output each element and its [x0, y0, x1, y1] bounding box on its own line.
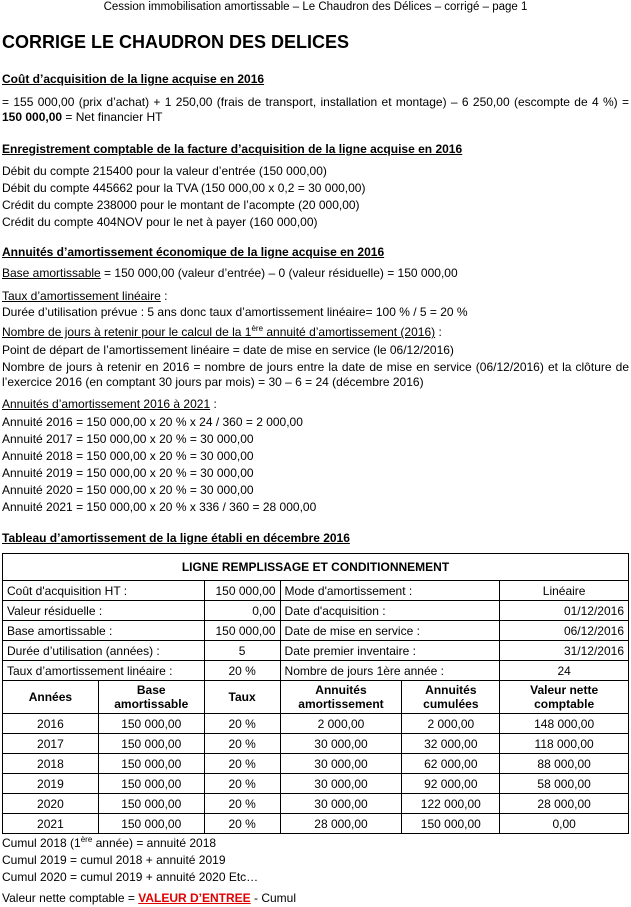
note-vnc [2, 891, 629, 906]
info-row [3, 581, 629, 601]
cell-annee: 2017 [3, 734, 99, 754]
table-row [3, 714, 629, 734]
note-cumul-2019: Cumul 2019 = cumul 2018 + annuité 2019 [2, 853, 226, 867]
section-heading-tableau: Tableau d’amortissement de la ligne établi en décembre 2016 [2, 531, 350, 545]
cell-annuite: 30 000,00 [280, 774, 402, 794]
cell-cumul: 92 000,00 [402, 774, 500, 794]
info-row [3, 621, 629, 641]
cell-vnc: 148 000,00 [500, 714, 629, 734]
ecriture-line: Débit du compte 445662 pour la TVA (150 000,00 x 0,2 = 30 000,00) [2, 181, 366, 195]
info-label: Mode d'amortissement : [280, 581, 500, 601]
cell-taux: 20 % [204, 734, 280, 754]
cell-taux: 20 % [204, 794, 280, 814]
cell-annuite: 30 000,00 [280, 734, 402, 754]
ecriture-line: Débit du compte 215400 pour la valeur d’entrée (150 000,00) [2, 164, 327, 178]
cell-annuite: 30 000,00 [280, 794, 402, 814]
cell-taux: 20 % [204, 714, 280, 734]
note-vnc-b: - Cumul [250, 891, 296, 905]
info-value: 24 [500, 661, 629, 681]
info-label: Date premier inventaire : [280, 641, 500, 661]
cout-text-b: = Net financier HT [62, 110, 163, 124]
table-row [3, 754, 629, 774]
column-header-row [3, 681, 629, 714]
cell-cumul: 32 000,00 [402, 734, 500, 754]
column-header: Base amortissable [98, 681, 204, 714]
note-cumul-2018-a: Cumul 2018 (1 [2, 836, 81, 850]
page-title: CORRIGE LE CHAUDRON DES DELICES [2, 32, 350, 52]
info-row [3, 661, 629, 681]
annuites-label: Annuités d’amortissement 2016 à 2021 [2, 397, 211, 411]
base-text: = 150 000,00 (valeur d’entrée) – 0 (valeur résiduelle) = 150 000,00 [100, 266, 458, 280]
taux-label: Taux d’amortissement linéaire [2, 289, 161, 303]
info-value: 20 % [204, 661, 280, 681]
info-value: 5 [204, 641, 280, 661]
info-value: 01/12/2016 [500, 601, 629, 621]
cell-cumul: 122 000,00 [402, 794, 500, 814]
info-label: Coût d'acquisition HT : [3, 581, 205, 601]
cell-cumul: 2 000,00 [402, 714, 500, 734]
cell-annuite: 28 000,00 [280, 814, 402, 834]
cell-vnc: 0,00 [500, 814, 629, 834]
jours-label-a: Nombre de jours à retenir pour le calcul de la 1 [2, 325, 252, 339]
info-value: 31/12/2016 [500, 641, 629, 661]
cell-base: 150 000,00 [98, 734, 204, 754]
cell-vnc: 28 000,00 [500, 794, 629, 814]
note-cumul-2018-sup: ère [80, 835, 93, 844]
info-value: 150 000,00 [204, 621, 280, 641]
annuite-line: Annuité 2020 = 150 000,00 x 20 % = 30 000,00 [2, 483, 254, 497]
info-label: Nombre de jours 1ère année : [280, 661, 500, 681]
cell-taux: 20 % [204, 774, 280, 794]
point-depart-line: Point de départ de l’amortissement linéaire = date de mise en service (le 06/12/2016) [2, 343, 454, 357]
note-vnc-emphasis: VALEUR D’ENTREE [138, 891, 251, 905]
info-value: Linéaire [500, 581, 629, 601]
cout-net-value: 150 000,00 [2, 110, 63, 124]
table-row [3, 814, 629, 834]
cell-vnc: 118 000,00 [500, 734, 629, 754]
annuite-line: Annuité 2019 = 150 000,00 x 20 % = 30 000,00 [2, 466, 254, 480]
nb-jours-paragraph: Nombre de jours à retenir en 2016 = nombre de jours entre la date de mise en service (06/12/2016) et la clôture de l’exercice 2016 (en comptant 30 jours par mois) = 30 – 6 = 24 (décembre 2016) [2, 360, 629, 389]
jours-label [2, 325, 435, 339]
note-cumul-2018 [2, 836, 629, 851]
section-heading-annuites: Annuités d’amortissement économique de la ligne acquise en 2016 [2, 245, 385, 259]
cell-taux: 20 % [204, 754, 280, 774]
cell-annee: 2021 [3, 814, 99, 834]
section-heading-enregistrement: Enregistrement comptable de la facture d’acquisition de la ligne acquise en 2016 [2, 142, 463, 156]
cout-text-a: = 155 000,00 (prix d’achat) + 1 250,00 (frais de transport, installation et montage) – 6 250,00 (escompte de 4 %) = [2, 95, 629, 109]
base-amortissable-line [2, 266, 629, 281]
cell-vnc: 88 000,00 [500, 754, 629, 774]
column-header: Annuités cumulées [402, 681, 500, 714]
table-row [3, 774, 629, 794]
info-label: Valeur résiduelle : [3, 601, 205, 621]
taux-colon: : [160, 289, 168, 303]
annuite-line: Annuité 2017 = 150 000,00 x 20 % = 30 000,00 [2, 432, 254, 446]
annuite-line: Annuité 2021 = 150 000,00 x 20 % x 336 / 360 = 28 000,00 [2, 500, 317, 514]
cell-cumul: 150 000,00 [402, 814, 500, 834]
info-value: 0,00 [204, 601, 280, 621]
amortization-table [2, 553, 629, 834]
table-title: LIGNE REMPLISSAGE ET CONDITIONNEMENT [3, 554, 629, 581]
cell-annee: 2018 [3, 754, 99, 774]
ecriture-line: Crédit du compte 404NOV pour le net à payer (160 000,00) [2, 215, 318, 229]
cout-paragraph [2, 95, 629, 125]
base-label: Base amortissable [2, 266, 101, 280]
cell-base: 150 000,00 [98, 714, 204, 734]
duree-line: Durée d’utilisation prévue : 5 ans donc taux d’amortissement linéaire= 100 % / 5 = 20 % [2, 305, 468, 319]
cell-base: 150 000,00 [98, 754, 204, 774]
cell-taux: 20 % [204, 814, 280, 834]
cell-annuite: 2 000,00 [280, 714, 402, 734]
annuites-colon: : [210, 397, 217, 411]
annuites-label-line [2, 397, 629, 412]
column-header: Valeur nette comptable [500, 681, 629, 714]
info-label: Durée d’utilisation (années) : [3, 641, 205, 661]
jours-colon: : [435, 325, 442, 339]
table-row [3, 734, 629, 754]
cell-base: 150 000,00 [98, 794, 204, 814]
info-label: Taux d’amortissement linéaire : [3, 661, 205, 681]
cell-vnc: 58 000,00 [500, 774, 629, 794]
info-label: Date d'acquisition : [280, 601, 500, 621]
note-cumul-2020: Cumul 2020 = cumul 2019 + annuité 2020 Etc… [2, 870, 259, 884]
ecriture-line: Crédit du compte 238000 pour le montant de l’acompte (20 000,00) [2, 198, 360, 212]
jours-label-line [2, 325, 629, 340]
section-heading-cout: Coût d’acquisition de la ligne acquise en 2016 [2, 72, 265, 86]
table-row [3, 794, 629, 814]
cell-annuite: 30 000,00 [280, 754, 402, 774]
running-header: Cession immobilisation amortissable – Le Chaudron des Délices – corrigé – page 1 [103, 1, 528, 13]
cell-base: 150 000,00 [98, 774, 204, 794]
jours-label-sup: ère [251, 324, 264, 333]
cell-annee: 2016 [3, 714, 99, 734]
column-header: Annuités amortissement [280, 681, 402, 714]
jours-label-b: annuité d’amortissement (2016) [263, 325, 436, 339]
cell-annee: 2019 [3, 774, 99, 794]
annuite-line: Annuité 2018 = 150 000,00 x 20 % = 30 000,00 [2, 449, 254, 463]
cell-annee: 2020 [3, 794, 99, 814]
info-value: 06/12/2016 [500, 621, 629, 641]
cell-cumul: 62 000,00 [402, 754, 500, 774]
info-row [3, 641, 629, 661]
cell-base: 150 000,00 [98, 814, 204, 834]
info-label: Base amortissable : [3, 621, 205, 641]
info-label: Date de mise en service : [280, 621, 500, 641]
note-cumul-2018-b: année) = annuité 2018 [92, 836, 217, 850]
note-vnc-a: Valeur nette comptable = [2, 891, 139, 905]
info-row [3, 601, 629, 621]
annuite-line: Annuité 2016 = 150 000,00 x 20 % x 24 / 360 = 2 000,00 [2, 415, 303, 429]
info-value: 150 000,00 [204, 581, 280, 601]
column-header: Taux [204, 681, 280, 714]
column-header: Années [3, 681, 99, 714]
taux-label-line [2, 289, 629, 304]
